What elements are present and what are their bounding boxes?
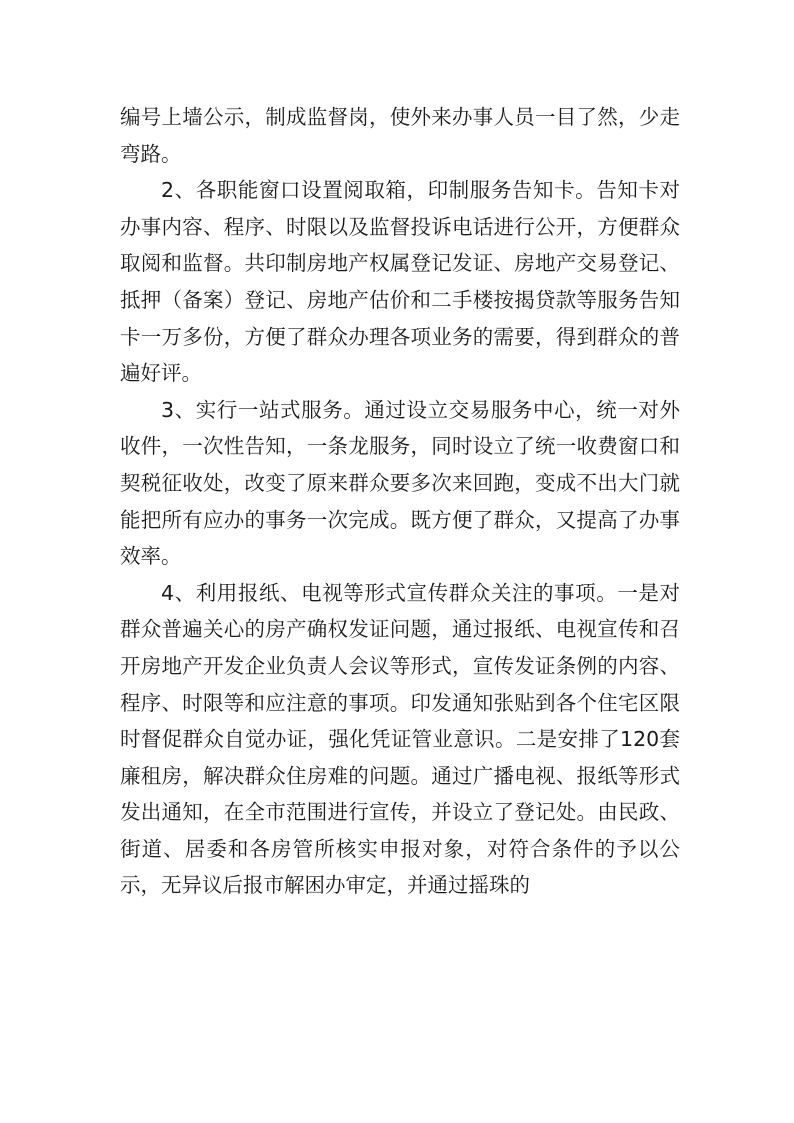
paragraph-continuation: 编号上墙公示，制成监督岗，使外来办事人员一目了然，少走弯路。 [120,105,680,166]
paragraph-item-3: 3、实行一站式服务。通过设立交易服务中心，统一对外收件，一次性告知，一条龙服务，同时设立了统一收费窗口和契税征收处，改变了原来群众要多次来回跑，变成不出大门就能把所有应办的事务一次完成。既方便了群众，又提高了办事效率。 [120,397,680,569]
document-body [120,99,680,904]
paragraph-item-4: 4、利用报纸、电视等形式宣传群众关注的事项。一是对群众普遍关心的房产确权发证问题，通过报纸、电视宣传和召开房地产开发企业负责人会议等形式，宣传发证条例的内容、程序、时限等和应注意的事项。印发通知张贴到各个住宅区限时督促群众自觉办证，强化凭证管业意识。二是安排了120套廉租房，解决群众住房难的问题。通过广播电视、报纸等形式发出通知，在全市范围进行宣传，并设立了登记处。由民政、街道、居委和各房管所核实申报对象，对符合条件的予以公示，无异议后报市解困办审定，并通过摇珠的 [120,580,680,898]
paragraph-item-2: 2、各职能窗口设置阅取箱，印制服务告知卡。告知卡对办事内容、程序、时限以及监督投诉电话进行公开，方便群众取阅和监督。共印制房地产权属登记发证、房地产交易登记、抵押（备案）登记、房地产估价和二手楼按揭贷款等服务告知卡一万多份，方便了群众办理各项业务的需要，得到群众的普遍好评。 [120,178,680,386]
